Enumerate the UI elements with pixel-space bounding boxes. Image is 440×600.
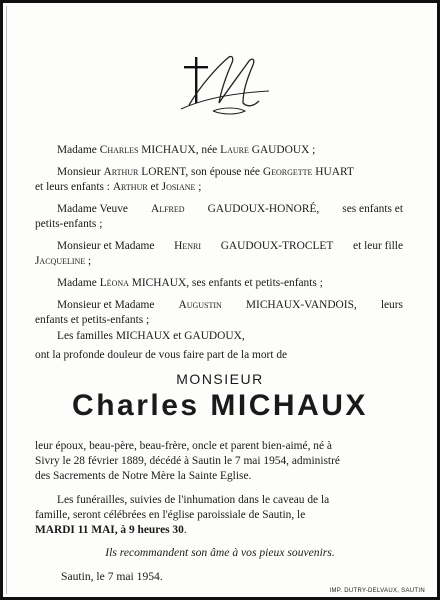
first-name: Augustin: [178, 299, 222, 311]
text: Les familles: [57, 330, 113, 342]
family-line-7: [35, 254, 403, 268]
first-name: Laure: [220, 144, 249, 156]
surname: HUART: [315, 166, 354, 178]
surname: MICHAUX: [141, 144, 196, 156]
deceased-name: Charles MICHAUX: [72, 389, 368, 422]
cross-monogram-emblem: [173, 51, 273, 119]
text: ;: [309, 144, 316, 156]
surname: MICHAUX: [115, 330, 171, 342]
surname: GAUDOUX: [251, 144, 310, 156]
text: et: [173, 330, 182, 342]
text: Monsieur et Madame: [57, 299, 155, 311]
family-line-3: [35, 180, 403, 194]
family-line-6: [35, 239, 403, 253]
cross-horizontal-bar: [184, 66, 208, 68]
first-name: Georgette: [262, 166, 313, 178]
text: Madame: [57, 277, 97, 289]
text: leurs: [380, 299, 403, 311]
first-name: Arthur: [103, 166, 139, 178]
first-name: Alfred: [150, 203, 185, 215]
body-line-1: leur époux, beau-père, beau-frère, oncle et parent bien-aimé, né à: [35, 440, 332, 452]
text: et leur fille: [353, 240, 403, 252]
text: et leurs enfants :: [35, 181, 110, 193]
first-name: Arthur: [112, 181, 148, 193]
family-line-11: [35, 329, 403, 343]
family-line-8: [35, 276, 403, 290]
text: ;: [85, 255, 92, 267]
first-name: Josiane: [161, 181, 196, 193]
first-name: Charles: [99, 144, 139, 156]
family-line-5: [35, 217, 403, 231]
text: Madame: [57, 144, 97, 156]
family-line-4: [35, 202, 403, 216]
text: petits-enfants ;: [35, 218, 103, 230]
printer-credit: IMP. DUTRY-DELVAUX, SAUTIN: [329, 588, 425, 594]
family-line-2: [35, 165, 403, 179]
surname: LORENT: [141, 166, 186, 178]
funeral-date-time: MARDI 11 MAI, à 9 heures 30: [35, 524, 184, 536]
text: et: [150, 181, 159, 193]
text: ont la profonde douleur de vous faire part de la mort de: [35, 349, 288, 361]
text: Madame Veuve: [57, 203, 128, 215]
body-line-5: famille, seront célébrées en l'église paroissiale de Sautin, le: [35, 509, 306, 521]
first-name: Jacqueline: [35, 255, 86, 267]
family-line-9: [35, 298, 403, 312]
text: ses enfants et petits-enfants ;: [191, 277, 323, 289]
family-line-10: [35, 313, 403, 327]
first-name: Léona: [99, 277, 129, 289]
text: ;: [195, 181, 202, 193]
text: , née: [195, 144, 218, 156]
monogram-stroke-main: [189, 56, 259, 105]
title-monsieur: MONSIEUR: [176, 371, 264, 387]
text: .: [183, 524, 187, 536]
text: ses enfants et: [342, 203, 403, 215]
first-name: Henri: [174, 240, 202, 252]
text: enfants et petits-enfants ;: [35, 314, 150, 326]
body-line-2: Sivry le 28 février 1889, décédé à Sautin le 7 mai 1954, administré: [35, 455, 340, 467]
place-and-date: Sautin, le 7 mai 1954.: [61, 570, 163, 583]
closing-prayer: Ils recommandent son âme à vos pieux souvenirs.: [105, 546, 335, 559]
body-line-4: Les funérailles, suivies de l'inhumation dans le caveau de la: [57, 494, 330, 506]
family-line-1: [35, 143, 403, 157]
family-line-12: [35, 348, 403, 362]
surname: GAUDOUX-TROCLET: [220, 240, 334, 252]
surname: MICHAUX-VANDOIS,: [245, 299, 357, 311]
surname: GAUDOUX,: [184, 330, 245, 342]
text: Monsieur: [57, 166, 101, 178]
text: Monsieur et Madame: [57, 240, 155, 252]
body-line-6: [35, 523, 403, 537]
body-line-3: des Sacrements de Notre Mère la Sainte Eglise.: [35, 470, 252, 482]
surname: MICHAUX,: [131, 277, 190, 289]
text: , son épouse née: [185, 166, 260, 178]
surname: GAUDOUX-HONORÉ,: [207, 203, 320, 215]
